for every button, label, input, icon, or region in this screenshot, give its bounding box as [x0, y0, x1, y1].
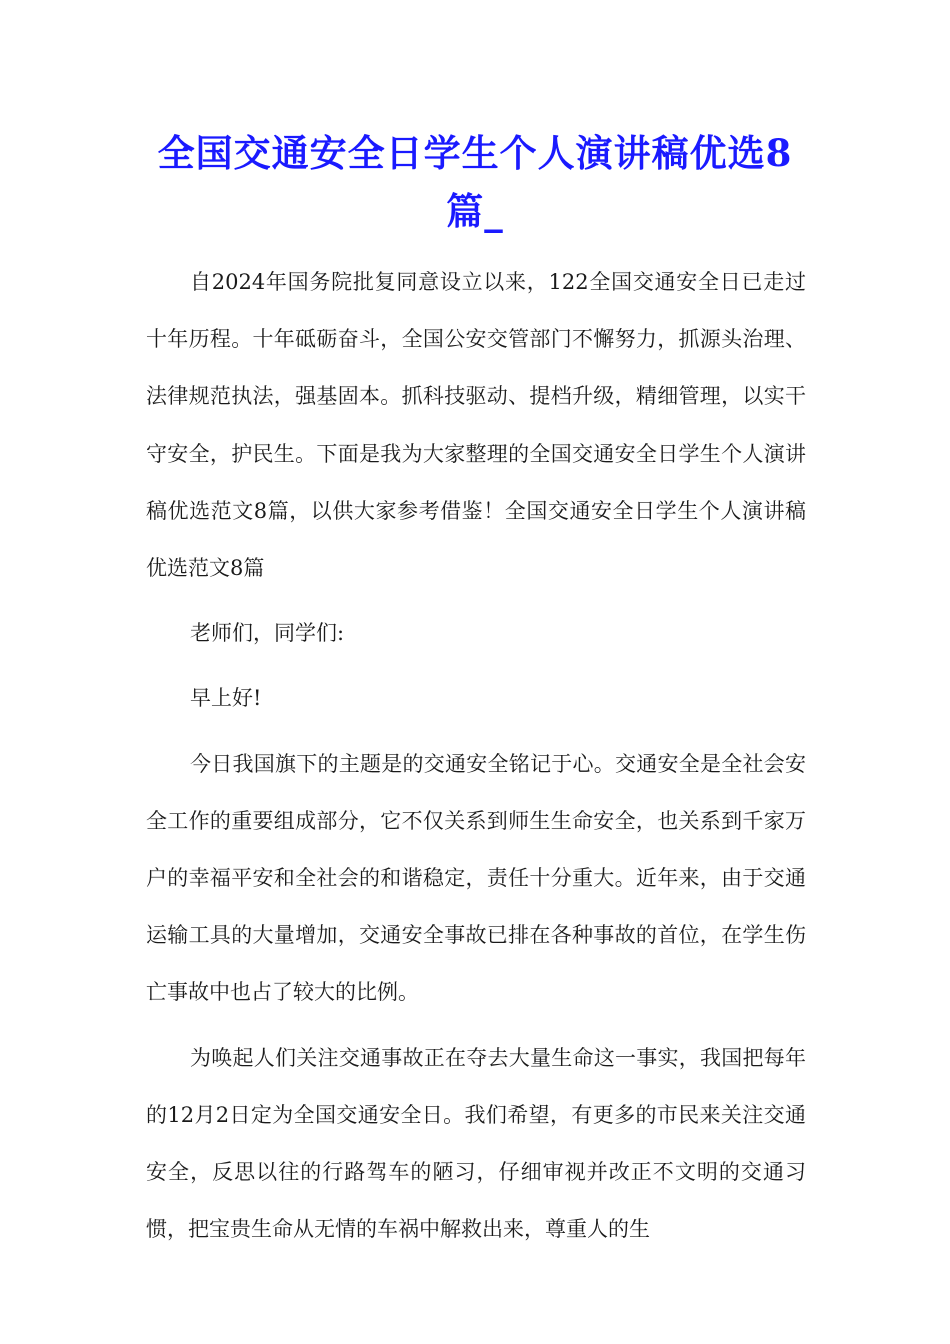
paragraph-greeting-morning: 早上好! [190, 686, 262, 711]
paragraph-intro: 自2024年国务院批复同意设立以来，122全国交通安全日已走过十年历程。十年砥砺奋斗，全国公安交管部门不懈努力，抓源头治理、法律规范执法，强基固本。抓科技驱动、提档升级，精细管理，以实干守安全，护民生。下面是我为大家整理的全国交通安全日学生个人演讲稿优选范文8篇，以供大家参考借鉴！全国交通安全日学生个人演讲稿优选范文8篇 [146, 270, 806, 581]
document-title: 全国交通安全日学生个人演讲稿优选8篇_ [157, 131, 793, 233]
paragraph-theme: 今日我国旗下的主题是的交通安全铭记于心。交通安全是全社会安全工作的重要组成部分，它不仅关系到师生生命安全，也关系到千家万户的幸福平安和全社会的和谐稳定，责任十分重大。近年来，由于交通运输工具的大量增加，交通安全事故已排在各种事故的首位，在学生伤亡事故中也占了较大的比例。 [146, 751, 806, 1005]
paragraph-safety-day: 为唤起人们关注交通事故正在夺去大量生命这一事实，我国把每年的12月2日定为全国交通安全日。我们希望，有更多的市民来关注交通安全，反思以往的行路驾车的陋习，仔细审视并改正不文明的交通习惯，把宝贵生命从无情的车祸中解救出来，尊重人的生 [146, 1045, 806, 1242]
document-body [146, 254, 806, 1258]
paragraph-greeting-audience: 老师们，同学们: [190, 621, 345, 646]
